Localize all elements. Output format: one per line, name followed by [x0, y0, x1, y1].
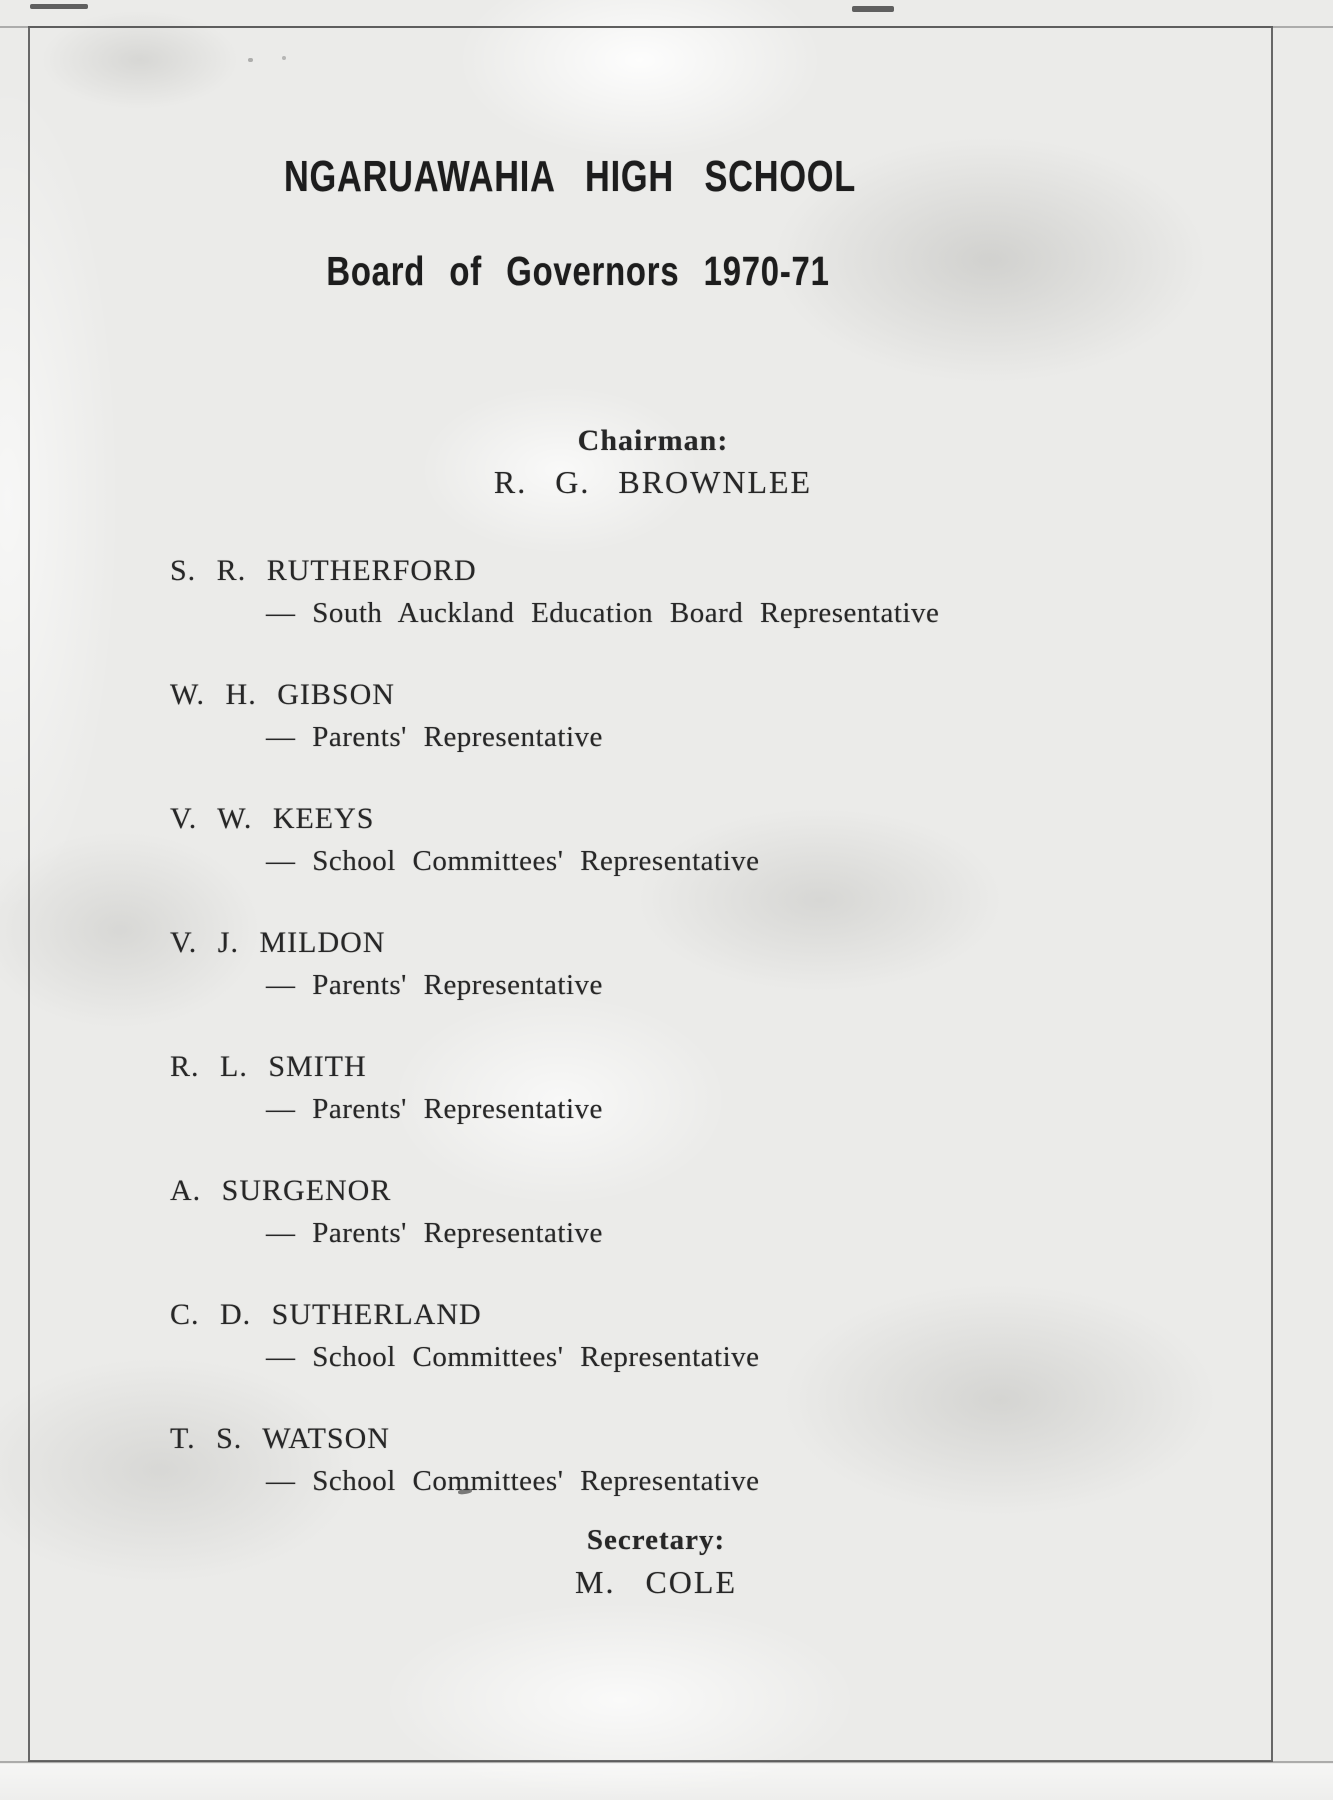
list-item	[170, 676, 939, 757]
member-name: T. S. WATSON	[170, 1422, 390, 1455]
list-item	[170, 800, 939, 881]
member-role: — South Auckland Education Board Representative	[266, 597, 940, 629]
member-role: — School Committees' Representative	[266, 1341, 760, 1373]
member-name: V. J. MILDON	[170, 926, 386, 959]
member-role: — Parents' Representative	[266, 721, 603, 753]
chairman-label: Chairman:	[577, 424, 729, 457]
list-item	[170, 924, 939, 1005]
member-name: C. D. SUTHERLAND	[170, 1298, 482, 1331]
member-name: R. L. SMITH	[170, 1050, 367, 1083]
member-role: — School Committees' Representative	[266, 1465, 760, 1497]
list-item	[170, 1296, 939, 1377]
list-item	[170, 1048, 939, 1129]
list-item	[170, 1420, 939, 1501]
secretary-label: Secretary:	[586, 1524, 726, 1556]
scan-artifact	[248, 58, 253, 62]
member-name: S. R. RUTHERFORD	[170, 554, 477, 587]
list-item	[170, 1172, 939, 1253]
board-members-list	[170, 552, 939, 1544]
scan-artifact	[30, 4, 88, 9]
page-subtitle: Board of Governors 1970-71	[326, 248, 830, 294]
list-item	[170, 552, 939, 633]
member-role: — Parents' Representative	[266, 969, 603, 1001]
scan-artifact	[282, 56, 286, 60]
member-name: W. H. GIBSON	[170, 678, 395, 711]
member-role: — Parents' Representative	[266, 1217, 603, 1249]
page-bottom-margin	[0, 1764, 1333, 1800]
secretary-name: M. COLE	[575, 1564, 737, 1600]
member-role: — Parents' Representative	[266, 1093, 603, 1125]
page-title: NGARUAWAHIA HIGH SCHOOL	[283, 152, 857, 201]
chairman-name: R. G. BROWNLEE	[493, 464, 813, 500]
member-role: — School Committees' Representative	[266, 845, 760, 877]
member-name: A. SURGENOR	[170, 1174, 392, 1207]
member-name: V. W. KEEYS	[170, 802, 375, 835]
scan-artifact	[852, 6, 894, 12]
